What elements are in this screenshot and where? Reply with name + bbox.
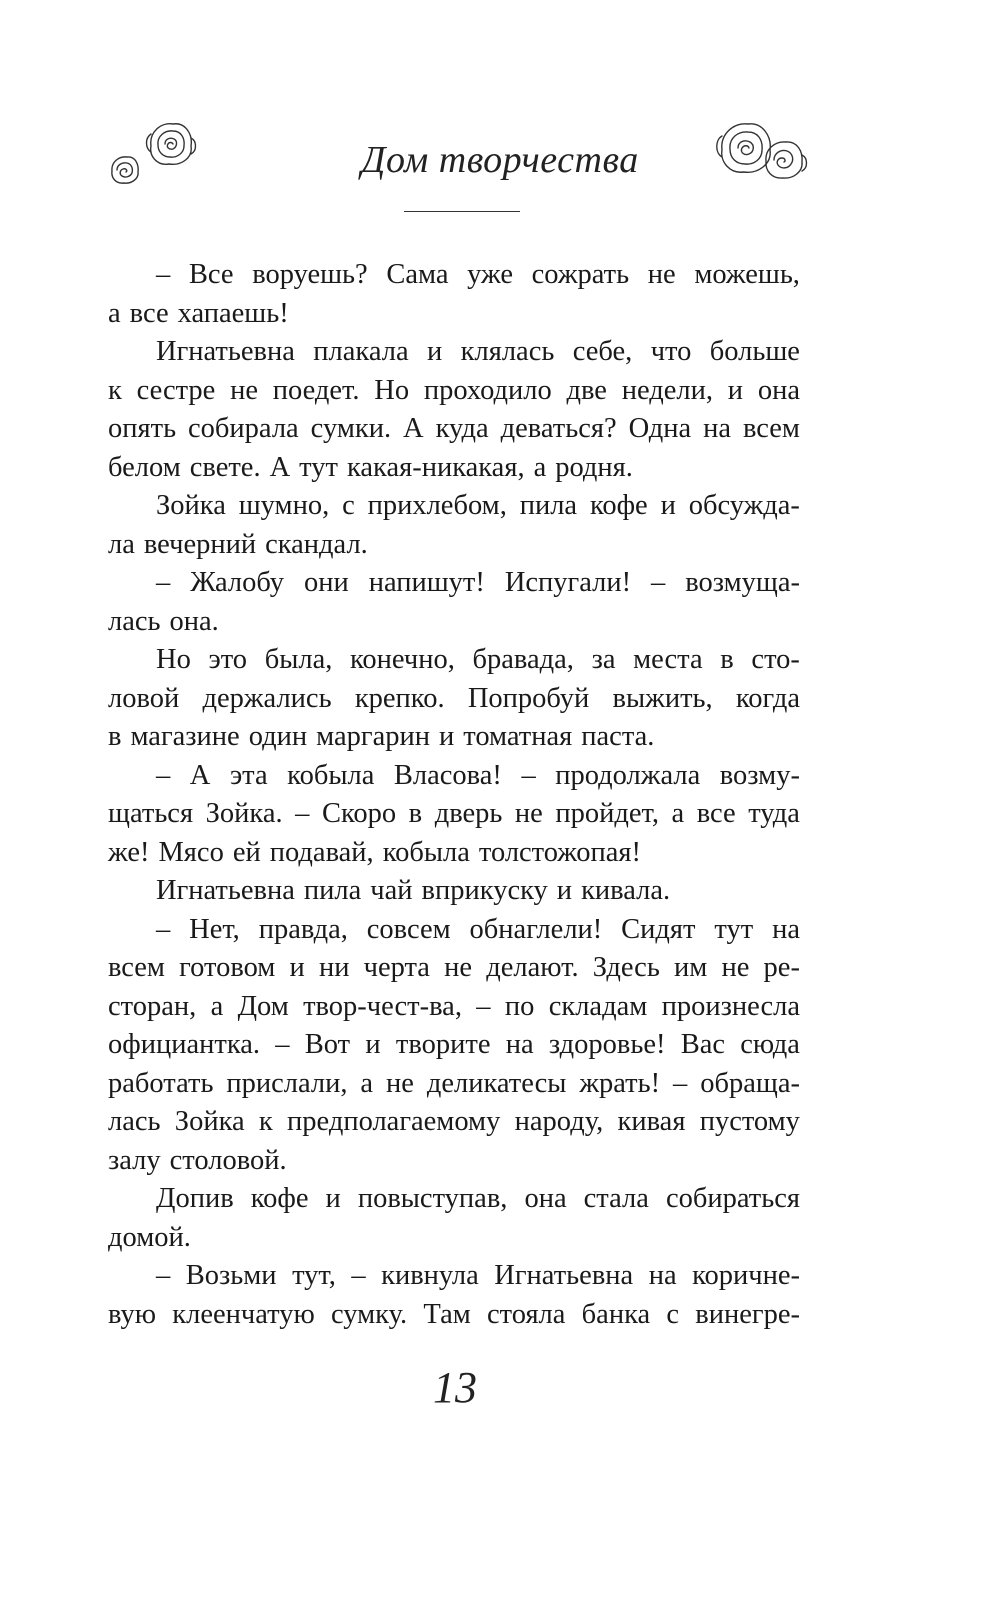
text-line: всем готовом и ни черта не делают. Здесь им не ре- xyxy=(108,952,800,983)
text-line: – Жалобу они напишут! Испугали! – возмуща- xyxy=(156,567,800,598)
text-line: в магазине один маргарин и томатная паста. xyxy=(108,721,655,752)
text-line: сторан, а Дом твор-чест-ва, – по складам произнесла xyxy=(108,990,800,1022)
page-number: 13 xyxy=(433,1363,477,1412)
text-line: ла вечерний скандал. xyxy=(108,528,368,560)
text-line: белом свете. А тут какая-никакая, а родня. xyxy=(108,451,633,483)
text-line: лась Зойка к предполагаемому народу, кивая пустому xyxy=(108,1106,800,1137)
text-line: вую клеенчатую сумку. Там стояла банка с винегре- xyxy=(108,1298,800,1330)
text-line: щаться Зойка. – Скоро в дверь не пройдет, а все туда xyxy=(108,798,800,829)
text-line: – А эта кобыла Власова! – продолжала возму- xyxy=(156,759,800,791)
text-line: – Нет, правда, совсем обнаглели! Сидят тут на xyxy=(156,913,800,945)
text-line: Но это была, конечно, бравада, за места в сто- xyxy=(156,644,800,675)
text-line: домой. xyxy=(108,1221,191,1253)
text-line: же! Мясо ей подавай, кобыла толстожопая! xyxy=(108,836,642,868)
header-divider xyxy=(404,211,520,212)
text-line: официантка. – Вот и творите на здоровье! Вас сюда xyxy=(108,1029,800,1060)
text-line: Допив кофе и повыступав, она стала собираться xyxy=(156,1183,800,1214)
text-line: залу столовой. xyxy=(108,1144,287,1176)
running-title: Дом творчества xyxy=(361,139,639,181)
text-line: – Все воруешь? Сама уже сожрать не можешь, xyxy=(156,259,800,290)
text-line: работать прислали, а не деликатесы жрать! – обраща- xyxy=(108,1067,800,1099)
text-line: опять собирала сумки. А куда деваться? Одна на всем xyxy=(108,413,800,444)
body-text xyxy=(108,256,800,1334)
text-line: к сестре не поедет. Но проходило две недели, и она xyxy=(108,374,800,406)
text-line: Игнатьевна плакала и клялась себе, что больше xyxy=(156,336,800,367)
text-line: – Возьми тут, – кивнула Игнатьевна на коричне- xyxy=(156,1260,800,1291)
text-line: Зойка шумно, с прихлебом, пила кофе и обсужда- xyxy=(156,490,800,521)
text-line: а все хапаешь! xyxy=(108,297,289,329)
rose-ornament-icon xyxy=(105,110,205,200)
text-line: лась она. xyxy=(108,605,219,637)
text-line: Игнатьевна пила чай вприкуску и кивала. xyxy=(156,875,671,906)
text-line: ловой держались крепко. Попробуй выжить, когда xyxy=(108,682,800,714)
